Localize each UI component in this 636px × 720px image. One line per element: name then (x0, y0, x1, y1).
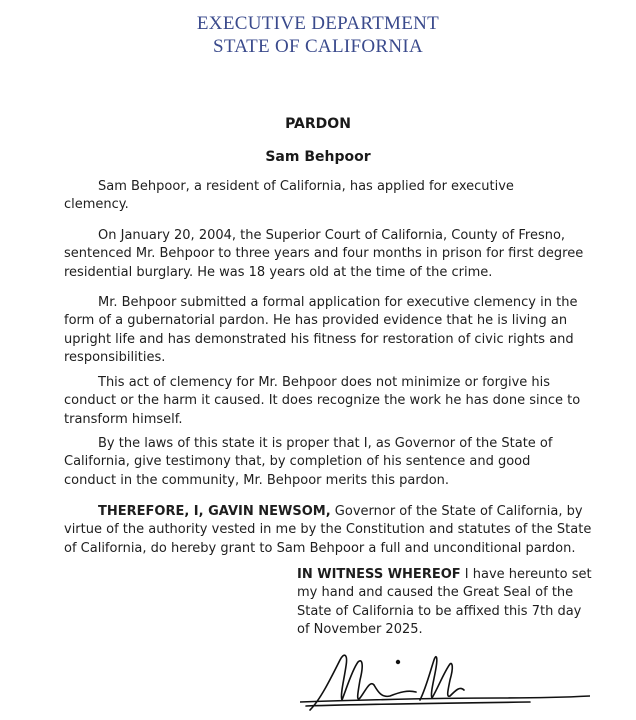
paragraph-clemency-act (64, 374, 594, 429)
paragraph-line: conduct or the harm it caused. It does recognize the work he has done since to (64, 393, 581, 409)
signature-connector (374, 685, 416, 696)
witness-block (297, 566, 592, 639)
signature-dot (397, 661, 400, 664)
letterhead (0, 12, 636, 58)
letterhead-department: EXECUTIVE DEPARTMENT (196, 13, 440, 34)
governor-declaration: THEREFORE, I, GAVIN NEWSOM, (98, 504, 331, 519)
paragraph-application-formal (64, 294, 594, 367)
paragraph-line: of California, do hereby grant to Sam Behpoor a full and unconditional pardon. (64, 540, 576, 556)
witness-line (297, 566, 592, 584)
paragraph-line: sentenced Mr. Behpoor to three years and four months in prison for first degree (64, 246, 584, 262)
witness-line-rest: I have hereunto set (460, 567, 592, 582)
witness-line: my hand and caused the Great Seal of the (297, 585, 574, 601)
witness-lead: IN WITNESS WHEREOF (297, 567, 461, 582)
paragraph-line: This act of clemency for Mr. Behpoor does not minimize or forgive his (98, 375, 551, 390)
paragraph-line: residential burglary. He was 18 years old at the time of the crime. (64, 264, 493, 280)
paragraph-grant (64, 503, 594, 558)
witness-line: of November 2025. (297, 621, 423, 637)
signature-underline-second (306, 702, 530, 706)
paragraph-line: On January 20, 2004, the Superior Court of California, County of Fresno, (98, 228, 566, 243)
signature-second-stroke (420, 657, 464, 700)
paragraph-line: California, give testimony that, by completion of his sentence and good (64, 454, 531, 470)
paragraph-line: conduct in the community, Mr. Behpoor merits this pardon. (64, 472, 450, 488)
paragraph-line (64, 503, 594, 521)
paragraph-line: By the laws of this state it is proper that I, as Governor of the State of (98, 436, 553, 451)
paragraph-line: form of a gubernatorial pardon. He has provided evidence that he is living an (64, 313, 568, 329)
paragraph-line: responsibilities. (64, 349, 166, 365)
governor-signature (300, 640, 590, 720)
witness-line: State of California to be affixed this 7th day (297, 603, 582, 619)
paragraph-line: Mr. Behpoor submitted a formal application for executive clemency in the (98, 295, 578, 310)
document-subject: Sam Behpoor (265, 149, 371, 165)
paragraph-line: upright life and has demonstrated his fitness for restoration of civic rights and (64, 331, 574, 347)
signature-strokes (300, 655, 590, 710)
paragraph-testimony (64, 435, 594, 490)
paragraph-application (64, 178, 594, 215)
paragraph-line: clemency. (64, 197, 129, 213)
paragraph-line: Sam Behpoor, a resident of California, has applied for executive (98, 179, 514, 194)
document-title: PARDON (285, 116, 351, 132)
paragraph-line: virtue of the authority vested in me by the Constitution and statutes of the State (64, 522, 592, 538)
paragraph-line-rest: Governor of the State of California, by (330, 504, 583, 519)
paragraph-line: transform himself. (64, 411, 183, 427)
letterhead-state: STATE OF CALIFORNIA (212, 36, 424, 57)
paragraph-sentence (64, 227, 594, 282)
